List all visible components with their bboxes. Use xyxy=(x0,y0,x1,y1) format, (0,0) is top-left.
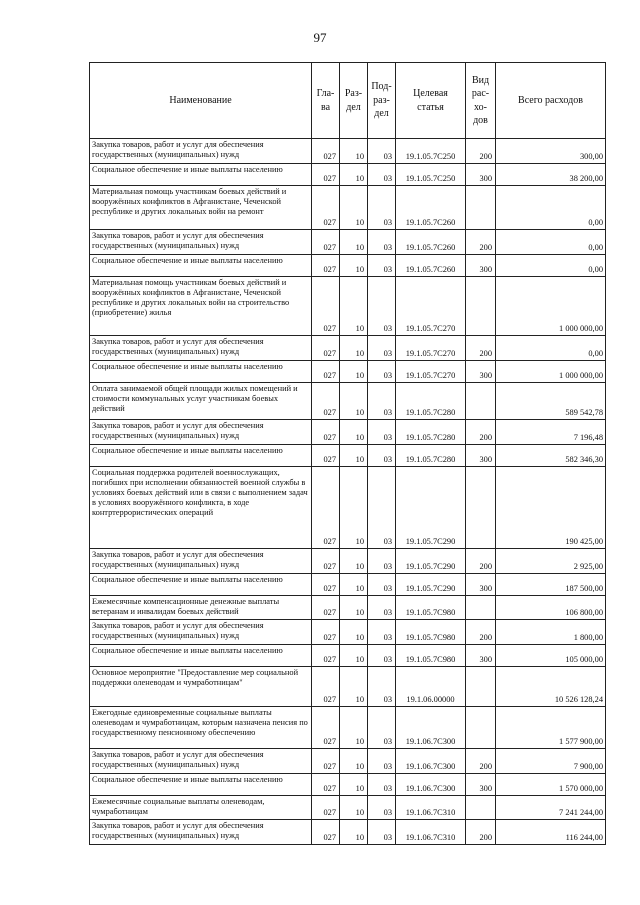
row-razdel: 10 xyxy=(340,420,368,445)
row-podrazdel: 03 xyxy=(368,596,396,620)
row-name: Закупка товаров, работ и услуг для обеспечения государственных (муниципальных) нужд xyxy=(90,820,312,845)
table-row xyxy=(90,277,606,336)
row-podrazdel: 03 xyxy=(368,164,396,186)
row-amount: 116 244,00 xyxy=(496,820,606,845)
row-glava: 027 xyxy=(312,255,340,277)
row-statya: 19.1.05.7С280 xyxy=(396,383,466,420)
table-row xyxy=(90,549,606,574)
row-amount: 187 500,00 xyxy=(496,574,606,596)
row-razdel: 10 xyxy=(340,596,368,620)
header-glava: Гла- ва xyxy=(312,63,340,139)
row-statya: 19.1.05.7С980 xyxy=(396,645,466,667)
table-row xyxy=(90,796,606,820)
row-vid: 200 xyxy=(466,420,496,445)
row-vid xyxy=(466,383,496,420)
row-statya: 19.1.05.7С280 xyxy=(396,445,466,467)
row-vid: 200 xyxy=(466,820,496,845)
row-amount: 2 925,00 xyxy=(496,549,606,574)
row-glava: 027 xyxy=(312,596,340,620)
row-statya: 19.1.05.7С270 xyxy=(396,277,466,336)
row-vid: 200 xyxy=(466,230,496,255)
table-row xyxy=(90,774,606,796)
row-razdel: 10 xyxy=(340,139,368,164)
row-amount: 1 570 000,00 xyxy=(496,774,606,796)
row-glava: 027 xyxy=(312,164,340,186)
table-row xyxy=(90,361,606,383)
row-razdel: 10 xyxy=(340,383,368,420)
row-podrazdel: 03 xyxy=(368,139,396,164)
row-amount: 10 526 128,24 xyxy=(496,667,606,707)
table-row xyxy=(90,383,606,420)
budget-table xyxy=(89,62,606,845)
row-razdel: 10 xyxy=(340,164,368,186)
row-glava: 027 xyxy=(312,139,340,164)
row-podrazdel: 03 xyxy=(368,796,396,820)
row-podrazdel: 03 xyxy=(368,620,396,645)
row-razdel: 10 xyxy=(340,549,368,574)
row-name: Ежемесячные социальные выплаты оленеводам, чумработницам xyxy=(90,796,312,820)
row-name: Оплата занимаемой общей площади жилых помещений и стоимости коммунальных услуг участникам боевых действий xyxy=(90,383,312,420)
row-amount: 300,00 xyxy=(496,139,606,164)
row-glava: 027 xyxy=(312,820,340,845)
row-vid xyxy=(466,467,496,549)
row-name: Социальное обеспечение и иные выплаты населению xyxy=(90,574,312,596)
row-name: Социальное обеспечение и иные выплаты населению xyxy=(90,255,312,277)
row-name: Закупка товаров, работ и услуг для обеспечения государственных (муниципальных) нужд xyxy=(90,420,312,445)
row-podrazdel: 03 xyxy=(368,445,396,467)
row-razdel: 10 xyxy=(340,774,368,796)
row-vid: 300 xyxy=(466,164,496,186)
table-row xyxy=(90,574,606,596)
row-glava: 027 xyxy=(312,774,340,796)
row-amount: 106 800,00 xyxy=(496,596,606,620)
row-amount: 1 000 000,00 xyxy=(496,277,606,336)
table-row xyxy=(90,186,606,230)
row-glava: 027 xyxy=(312,467,340,549)
row-name: Закупка товаров, работ и услуг для обеспечения государственных (муниципальных) нужд xyxy=(90,620,312,645)
row-podrazdel: 03 xyxy=(368,186,396,230)
row-amount: 7 196,48 xyxy=(496,420,606,445)
row-glava: 027 xyxy=(312,549,340,574)
row-amount: 7 900,00 xyxy=(496,749,606,774)
row-vid xyxy=(466,796,496,820)
row-name: Социальное обеспечение и иные выплаты населению xyxy=(90,645,312,667)
row-glava: 027 xyxy=(312,620,340,645)
row-name: Социальное обеспечение и иные выплаты населению xyxy=(90,774,312,796)
row-name: Закупка товаров, работ и услуг для обеспечения государственных (муниципальных) нужд xyxy=(90,139,312,164)
row-razdel: 10 xyxy=(340,336,368,361)
row-name: Материальная помощь участникам боевых действий и вооружённых конфликтов в Афганистане, Чеченской республике и других локальных войн на строительство (приобретение) жилья xyxy=(90,277,312,336)
row-amount: 105 000,00 xyxy=(496,645,606,667)
row-glava: 027 xyxy=(312,645,340,667)
row-statya: 19.1.06.7С310 xyxy=(396,820,466,845)
row-razdel: 10 xyxy=(340,645,368,667)
row-podrazdel: 03 xyxy=(368,255,396,277)
row-amount: 1 577 900,00 xyxy=(496,707,606,749)
row-amount: 1 000 000,00 xyxy=(496,361,606,383)
row-razdel: 10 xyxy=(340,255,368,277)
row-name: Ежегодные единовременные социальные выплаты оленеводам и чумработницам, которым назначена пенсия по государственному пенсионному обеспечению xyxy=(90,707,312,749)
row-glava: 027 xyxy=(312,230,340,255)
row-vid: 300 xyxy=(466,774,496,796)
row-podrazdel: 03 xyxy=(368,361,396,383)
row-statya: 19.1.05.7С290 xyxy=(396,549,466,574)
row-name: Закупка товаров, работ и услуг для обеспечения государственных (муниципальных) нужд xyxy=(90,230,312,255)
row-name: Социальное обеспечение и иные выплаты населению xyxy=(90,164,312,186)
row-name: Закупка товаров, работ и услуг для обеспечения государственных (муниципальных) нужд xyxy=(90,549,312,574)
table-row xyxy=(90,336,606,361)
row-glava: 027 xyxy=(312,574,340,596)
table-row xyxy=(90,707,606,749)
row-statya: 19.1.06.7С300 xyxy=(396,749,466,774)
row-glava: 027 xyxy=(312,707,340,749)
row-statya: 19.1.05.7С250 xyxy=(396,139,466,164)
row-podrazdel: 03 xyxy=(368,774,396,796)
row-amount: 0,00 xyxy=(496,186,606,230)
row-amount: 582 346,30 xyxy=(496,445,606,467)
row-name: Социальное обеспечение и иные выплаты населению xyxy=(90,361,312,383)
table-header-row xyxy=(90,63,606,139)
table-row xyxy=(90,667,606,707)
row-glava: 027 xyxy=(312,796,340,820)
row-amount: 589 542,78 xyxy=(496,383,606,420)
row-vid xyxy=(466,667,496,707)
row-glava: 027 xyxy=(312,186,340,230)
row-razdel: 10 xyxy=(340,796,368,820)
row-statya: 19.1.05.7С270 xyxy=(396,361,466,383)
table-row xyxy=(90,445,606,467)
row-vid xyxy=(466,186,496,230)
row-glava: 027 xyxy=(312,420,340,445)
table-row xyxy=(90,596,606,620)
table-row xyxy=(90,164,606,186)
row-amount: 190 425,00 xyxy=(496,467,606,549)
row-podrazdel: 03 xyxy=(368,820,396,845)
row-glava: 027 xyxy=(312,445,340,467)
header-statya: Целевая статья xyxy=(396,63,466,139)
row-vid: 200 xyxy=(466,749,496,774)
row-podrazdel: 03 xyxy=(368,574,396,596)
row-statya: 19.1.06.7С300 xyxy=(396,774,466,796)
table-row xyxy=(90,820,606,845)
row-name: Ежемесячные компенсационные денежные выплаты ветеранам и инвалидам боевых действий xyxy=(90,596,312,620)
row-amount: 0,00 xyxy=(496,230,606,255)
row-amount: 0,00 xyxy=(496,336,606,361)
row-razdel: 10 xyxy=(340,277,368,336)
row-razdel: 10 xyxy=(340,820,368,845)
row-vid: 300 xyxy=(466,574,496,596)
row-podrazdel: 03 xyxy=(368,336,396,361)
row-razdel: 10 xyxy=(340,707,368,749)
row-vid xyxy=(466,707,496,749)
header-podrazdel: Под- раз- дел xyxy=(368,63,396,139)
row-amount: 7 241 244,00 xyxy=(496,796,606,820)
row-razdel: 10 xyxy=(340,574,368,596)
row-statya: 19.1.06.00000 xyxy=(396,667,466,707)
row-statya: 19.1.05.7С290 xyxy=(396,574,466,596)
row-name: Закупка товаров, работ и услуг для обеспечения государственных (муниципальных) нужд xyxy=(90,749,312,774)
row-glava: 027 xyxy=(312,277,340,336)
row-glava: 027 xyxy=(312,667,340,707)
row-name: Закупка товаров, работ и услуг для обеспечения государственных (муниципальных) нужд xyxy=(90,336,312,361)
row-glava: 027 xyxy=(312,361,340,383)
row-vid xyxy=(466,596,496,620)
row-podrazdel: 03 xyxy=(368,749,396,774)
row-vid: 200 xyxy=(466,139,496,164)
row-name: Социальная поддержка родителей военнослужащих, погибших при исполнении обязанностей военной службы в условиях боевых действий или в связи с выполнением задач в условиях вооружённого конфликта, в ходе контртеррористических операций xyxy=(90,467,312,549)
row-amount: 38 200,00 xyxy=(496,164,606,186)
row-statya: 19.1.06.7С310 xyxy=(396,796,466,820)
header-name: Наименование xyxy=(90,63,312,139)
row-podrazdel: 03 xyxy=(368,467,396,549)
row-podrazdel: 03 xyxy=(368,667,396,707)
row-vid: 200 xyxy=(466,620,496,645)
row-razdel: 10 xyxy=(340,749,368,774)
row-glava: 027 xyxy=(312,336,340,361)
row-statya: 19.1.05.7С280 xyxy=(396,420,466,445)
row-razdel: 10 xyxy=(340,620,368,645)
table-row xyxy=(90,255,606,277)
row-podrazdel: 03 xyxy=(368,230,396,255)
table-row xyxy=(90,620,606,645)
row-statya: 19.1.05.7С260 xyxy=(396,255,466,277)
row-vid: 200 xyxy=(466,549,496,574)
row-statya: 19.1.05.7С270 xyxy=(396,336,466,361)
row-amount: 1 800,00 xyxy=(496,620,606,645)
row-name: Основное мероприятие "Предоставление мер социальной поддержки оленеводам и чумработницам" xyxy=(90,667,312,707)
table-row xyxy=(90,467,606,549)
row-name: Социальное обеспечение и иные выплаты населению xyxy=(90,445,312,467)
row-razdel: 10 xyxy=(340,186,368,230)
row-podrazdel: 03 xyxy=(368,420,396,445)
row-razdel: 10 xyxy=(340,467,368,549)
row-statya: 19.1.05.7С290 xyxy=(396,467,466,549)
row-name: Материальная помощь участникам боевых действий и вооружённых конфликтов в Афганистане, Чеченской республике и других локальных войн на ремонт xyxy=(90,186,312,230)
table-row xyxy=(90,749,606,774)
page-number: 97 xyxy=(313,30,327,45)
row-razdel: 10 xyxy=(340,230,368,255)
row-razdel: 10 xyxy=(340,445,368,467)
table-row xyxy=(90,230,606,255)
row-podrazdel: 03 xyxy=(368,645,396,667)
header-vid: Вид рас- хо- дов xyxy=(466,63,496,139)
row-statya: 19.1.05.7С250 xyxy=(396,164,466,186)
row-podrazdel: 03 xyxy=(368,277,396,336)
table-row xyxy=(90,645,606,667)
header-razdel: Раз- дел xyxy=(340,63,368,139)
header-amount: Всего расходов xyxy=(496,63,606,139)
row-statya: 19.1.06.7С300 xyxy=(396,707,466,749)
row-amount: 0,00 xyxy=(496,255,606,277)
row-podrazdel: 03 xyxy=(368,549,396,574)
row-vid xyxy=(466,277,496,336)
row-glava: 027 xyxy=(312,383,340,420)
table-row xyxy=(90,420,606,445)
row-podrazdel: 03 xyxy=(368,383,396,420)
row-statya: 19.1.05.7С980 xyxy=(396,596,466,620)
row-glava: 027 xyxy=(312,749,340,774)
row-statya: 19.1.05.7С260 xyxy=(396,186,466,230)
row-podrazdel: 03 xyxy=(368,707,396,749)
row-razdel: 10 xyxy=(340,361,368,383)
row-vid: 200 xyxy=(466,336,496,361)
row-vid: 300 xyxy=(466,445,496,467)
row-vid: 300 xyxy=(466,255,496,277)
row-statya: 19.1.05.7С260 xyxy=(396,230,466,255)
row-razdel: 10 xyxy=(340,667,368,707)
row-vid: 300 xyxy=(466,361,496,383)
table-row xyxy=(90,139,606,164)
row-statya: 19.1.05.7С980 xyxy=(396,620,466,645)
row-vid: 300 xyxy=(466,645,496,667)
